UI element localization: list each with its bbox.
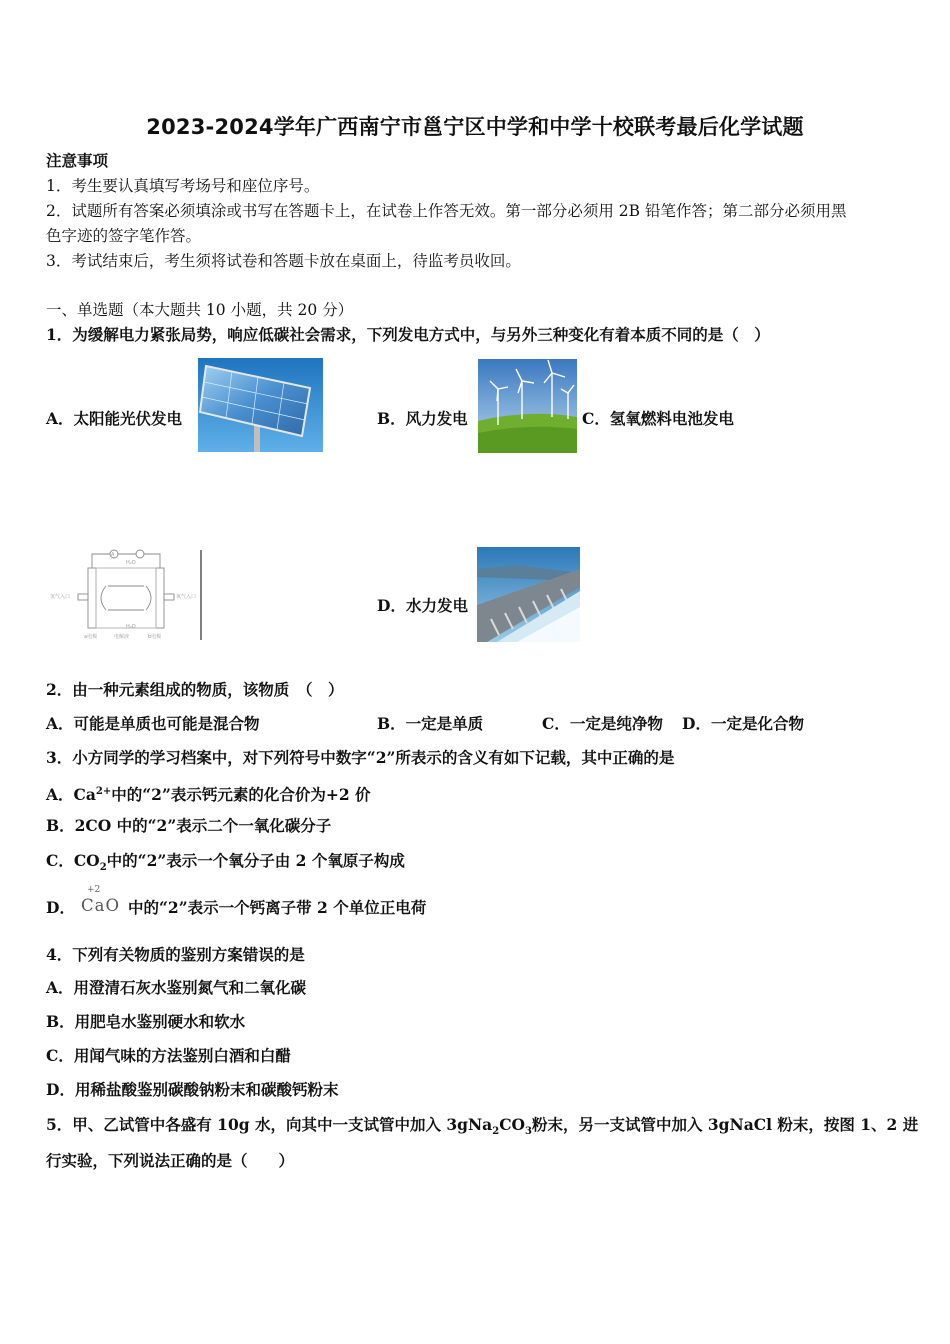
svg-text:A: A <box>111 552 115 558</box>
notice-item: 3．考试结束后，考生须将试卷和答题卡放在桌面上，待监考员收回。 <box>46 252 521 270</box>
hydro-dam-image <box>477 547 580 642</box>
q2-option-d: D．一定是化合物 <box>682 714 804 733</box>
cell-electrode-b: b电极 <box>148 634 162 640</box>
solar-panel-image <box>198 358 323 452</box>
q4-option-c: C．用闻气味的方法鉴别白酒和白醋 <box>46 1046 291 1065</box>
notice-item: 1．考生要认真填写考场号和座位序号。 <box>46 177 320 195</box>
q3-option-d-text: 中的“2”表示一个钙离子带 2 个单位正电荷 <box>128 898 427 917</box>
q4-option-a: A．用澄清石灰水鉴别氮气和二氧化碳 <box>46 978 307 997</box>
q2-option-a: A．可能是单质也可能是混合物 <box>46 714 260 733</box>
q4-option-d: D．用稀盐酸鉴别碳酸钠粉末和碳酸钙粉末 <box>46 1080 339 1099</box>
notice-heading: 注意事项 <box>46 151 109 170</box>
q5-stem: 5．甲、乙试管中各盛有 10g 水，向其中一支试管中加入 $3gNa_2CO_3$粉末，另一支试管中加入 3gNaCl 粉末，按图 1、2 进 <box>46 1115 919 1138</box>
cell-bottom-label: H₂O <box>126 624 136 630</box>
fuel-cell-diagram <box>48 546 204 642</box>
q3-d-charge: +2 <box>87 885 101 895</box>
q5-stem-line2: 行实验，下列说法正确的是（ ） <box>46 1151 295 1170</box>
q3-d-formula: CaO <box>81 896 120 915</box>
q1-option-c: C．氢氧燃料电池发电 <box>582 409 734 428</box>
wind-turbine-image <box>478 359 577 453</box>
cell-left-label: 氢气入口 <box>50 594 71 600</box>
q4-stem: 4．下列有关物质的鉴别方案错误的是 <box>46 945 305 964</box>
cell-top-label: H₂O <box>126 560 136 566</box>
q4-option-b: B．用肥皂水鉴别硬水和软水 <box>46 1012 246 1031</box>
q1-option-a: A．太阳能光伏发电 <box>46 409 183 428</box>
q1-option-b: B．风力发电 <box>377 409 468 428</box>
cell-right-label: 氧气入口 <box>176 594 197 600</box>
q2-stem: 2．由一种元素组成的物质，该物质 （ ） <box>46 680 344 699</box>
q2-option-b: B．一定是单质 <box>377 714 484 733</box>
q2-option-c: C．一定是纯净物 <box>542 714 663 733</box>
cell-electrode-a: a电极 <box>84 634 98 640</box>
cell-electrolyte: 电解液 <box>114 634 130 640</box>
notice-item: 色字迹的签字笔作答。 <box>46 227 202 245</box>
q3-option-a: A．$Ca^{2+}$中的“2”表示钙元素的化合价为+2 价 <box>46 785 371 805</box>
q3-stem: 3．小方同学的学习档案中，对下列符号中数字“2”所表示的含义有如下记载，其中正确的是 <box>46 748 675 767</box>
q3-option-c: C．$CO_2$中的“2”表示一个氧分子由 2 个氧原子构成 <box>46 851 405 874</box>
q3-option-d: D． <box>46 898 75 917</box>
q1-option-d: D．水力发电 <box>377 596 468 615</box>
notice-item: 2．试题所有答案必须填涂或书写在答题卡上，在试卷上作答无效。第一部分必须用 2B 铅笔作答；第二部分必须用黑 <box>46 202 847 220</box>
q3-option-b: B．2CO 中的“2”表示二个一氧化碳分子 <box>46 816 332 835</box>
page-title: 2023-2024学年广西南宁市邕宁区中学和中学十校联考最后化学试题 <box>146 115 804 139</box>
q1-stem: 1．为缓解电力紧张局势，响应低碳社会需求，下列发电方式中，与另外三种变化有着本质不同的是（ ） <box>46 325 770 344</box>
section-heading: 一、单选题（本大题共 10 小题，共 20 分） <box>46 301 354 319</box>
